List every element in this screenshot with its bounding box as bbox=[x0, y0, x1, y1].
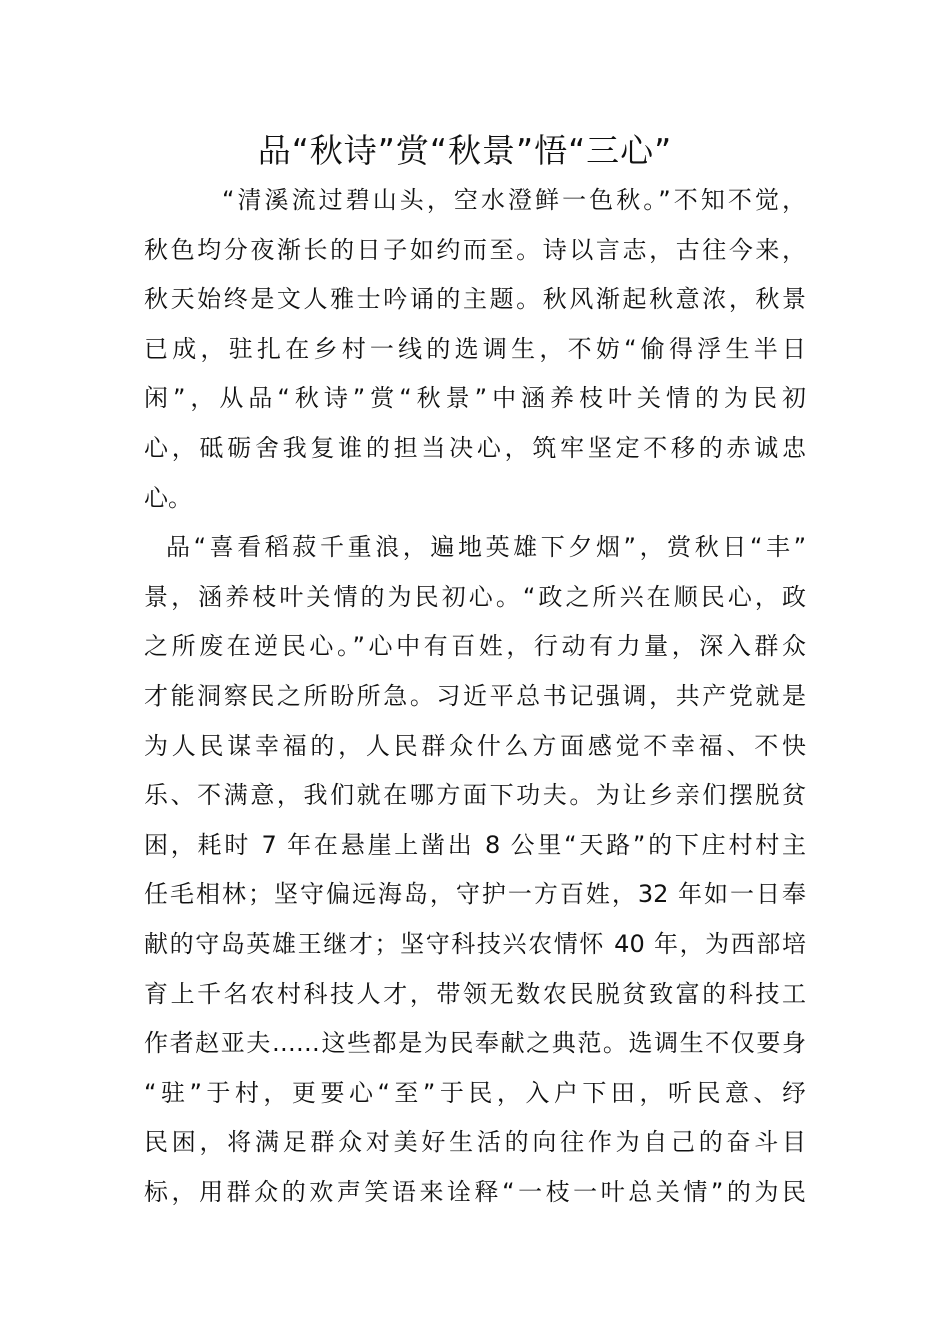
text-line: “驻”于村，更要心“至”于民，入户下田，听民意、纾 bbox=[144, 1078, 806, 1107]
text-line: 心，砥砺舍我复谁的担当决心，筑牢坚定不移的赤诚忠 bbox=[144, 433, 806, 462]
text-line: 为人民谋幸福的，人民群众什么方面感觉不幸福、不快 bbox=[144, 731, 806, 760]
text-line: 民困，将满足群众对美好生活的向往作为自己的奋斗目 bbox=[144, 1128, 806, 1157]
text-line: 献的守岛英雄王继才；坚守科技兴农情怀 40 年，为西部培 bbox=[144, 929, 806, 958]
text-line: 景，涵养枝叶关情的为民初心。“政之所兴在顺民心，政 bbox=[144, 582, 806, 611]
text-line: 之所废在逆民心。”心中有百姓，行动有力量，深入群众 bbox=[144, 632, 806, 661]
text-line: 困，耗时 7 年在悬崖上凿出 8 公里“天路”的下庄村村主 bbox=[144, 830, 806, 859]
text-line: 作者赵亚夫……这些都是为民奉献之典范。选调生不仅要身 bbox=[144, 1029, 806, 1058]
document-title: 品“秋诗”赏“秋景”悟“三心” bbox=[257, 131, 673, 170]
text-line: 秋天始终是文人雅士吟诵的主题。秋风渐起秋意浓，秋景 bbox=[144, 285, 806, 314]
paragraph-2 bbox=[144, 523, 806, 1217]
text-line: 才能洞察民之所盼所急。习近平总书记强调，共产党就是 bbox=[144, 681, 806, 710]
text-line: 品“喜看稻菽千重浪，遍地英雄下夕烟”，赏秋日“丰” bbox=[166, 533, 806, 562]
document-body bbox=[144, 176, 806, 1217]
text-line: 已成，驻扎在乡村一线的选调生，不妨“偷得浮生半日 bbox=[144, 334, 806, 363]
text-line: 闲”，从品“秋诗”赏“秋景”中涵养枝叶关情的为民初 bbox=[144, 384, 806, 413]
text-line: 秋色均分夜渐长的日子如约而至。诗以言志，古往今来， bbox=[144, 235, 806, 264]
paragraph-1 bbox=[144, 176, 806, 523]
text-line: 育上千名农村科技人才，带领无数农民脱贫致富的科技工 bbox=[144, 979, 806, 1008]
text-line: 任毛相林；坚守偏远海岛，守护一方百姓，32 年如一日奉 bbox=[144, 880, 806, 909]
text-line: 乐、不满意，我们就在哪方面下功夫。为让乡亲们摆脱贫 bbox=[144, 781, 806, 810]
text-line: 心。 bbox=[144, 483, 192, 512]
text-line: “清溪流过碧山头，空水澄鲜一色秋。”不知不觉， bbox=[222, 186, 806, 214]
text-line: 标，用群众的欢声笑语来诠释“一枝一叶总关情”的为民 bbox=[144, 1177, 806, 1206]
